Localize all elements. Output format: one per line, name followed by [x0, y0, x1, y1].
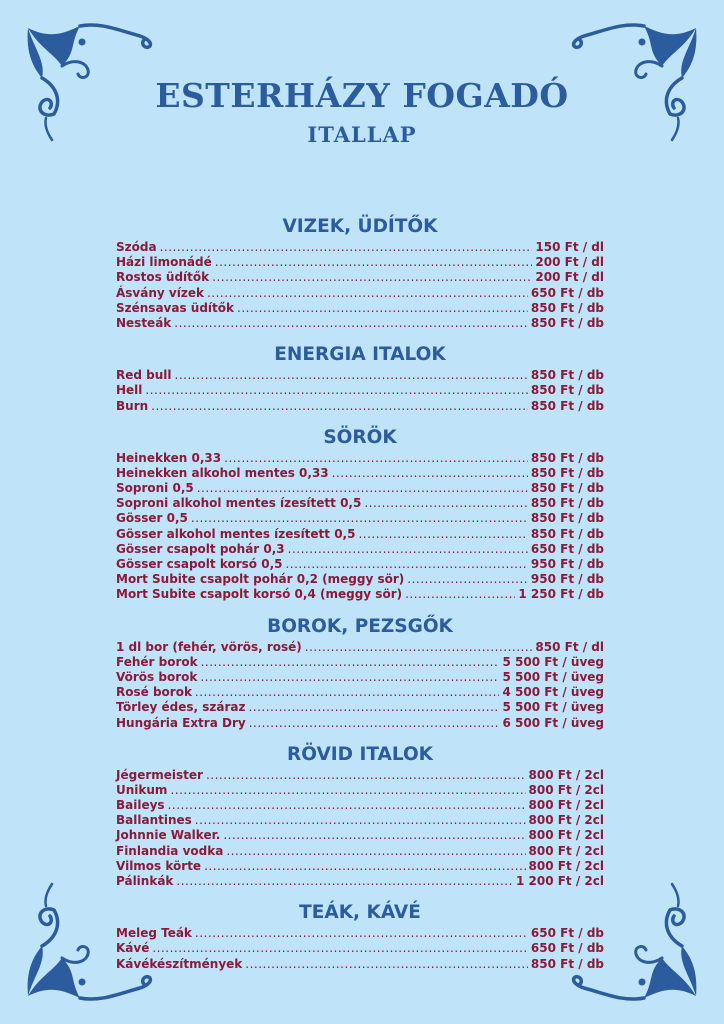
menu-item	[116, 670, 604, 685]
item-name: Fehér borok	[116, 654, 198, 669]
menu-item	[116, 368, 604, 383]
dot-leader	[207, 286, 528, 301]
item-price: 850 Ft / db	[530, 398, 604, 413]
dot-leader	[206, 768, 526, 783]
item-price: 800 Ft / 2cl	[528, 843, 604, 858]
menu-section	[116, 742, 604, 890]
item-name: Johnnie Walker.	[116, 828, 221, 843]
item-name: 1 dl bor (fehér, vörös, rosé)	[116, 639, 302, 654]
item-price: 1 250 Ft / db	[518, 587, 604, 602]
item-price: 850 Ft / db	[530, 315, 604, 330]
item-name: Vörös borok	[116, 669, 198, 684]
item-name: Gösser alkohol mentes ízesített 0,5	[116, 526, 356, 541]
dot-leader	[160, 240, 533, 255]
item-name: Jégermeister	[116, 767, 203, 782]
dot-leader	[245, 957, 528, 972]
item-price: 650 Ft / db	[530, 941, 604, 956]
item-price: 950 Ft / db	[530, 572, 604, 587]
dot-leader	[407, 572, 528, 587]
item-name: Nesteák	[116, 315, 172, 330]
dot-leader	[195, 926, 528, 941]
menu-item	[116, 451, 604, 466]
menu-item	[116, 496, 604, 511]
menu-item	[116, 240, 604, 255]
item-name: Gösser csapolt pohár 0,3	[116, 541, 285, 556]
item-price: 850 Ft / db	[530, 956, 604, 971]
item-price: 1 200 Ft / 2cl	[515, 874, 604, 888]
dot-leader	[151, 399, 528, 414]
item-name: Baileys	[116, 798, 165, 813]
menu-item	[116, 587, 604, 602]
item-name: Kávé	[116, 941, 150, 956]
item-price: 850 Ft / db	[530, 300, 604, 315]
menu-item	[116, 828, 604, 843]
dot-leader	[237, 301, 528, 316]
menu-item	[116, 768, 604, 783]
menu-item	[116, 399, 604, 414]
menu-section	[116, 214, 604, 331]
item-price: 5 500 Ft / üveg	[502, 654, 604, 669]
dot-leader	[248, 700, 499, 715]
dot-leader	[145, 383, 528, 398]
item-price: 800 Ft / 2cl	[528, 828, 604, 843]
item-name: Red bull	[116, 368, 172, 383]
menu-item	[116, 270, 604, 285]
item-name: Mort Subite csapolt korsó 0,4 (meggy sör)	[116, 587, 403, 602]
item-name: Unikum	[116, 782, 168, 797]
item-name: Soproni alkohol mentes ízesített 0,5	[116, 496, 362, 511]
dot-leader	[358, 527, 527, 542]
menu-item	[116, 926, 604, 941]
dot-leader	[168, 798, 526, 813]
item-price: 800 Ft / 2cl	[528, 858, 604, 873]
menu-item	[116, 859, 604, 874]
dot-leader	[170, 783, 525, 798]
dot-leader	[191, 511, 528, 526]
menu-item	[116, 557, 604, 572]
menu-item	[116, 783, 604, 798]
item-price: 5 500 Ft / üveg	[502, 700, 604, 715]
restaurant-title: ESTERHÁZY FOGADÓ	[155, 76, 569, 115]
dot-leader	[175, 368, 528, 383]
item-price: 850 Ft / db	[530, 450, 604, 465]
menu-section	[116, 900, 604, 972]
item-price: 800 Ft / 2cl	[528, 813, 604, 828]
item-name: Hell	[116, 383, 143, 398]
item-price: 650 Ft / db	[530, 926, 604, 941]
item-name: Törley édes, száraz	[116, 700, 246, 715]
menu-item	[116, 957, 604, 972]
item-price: 5 500 Ft / üveg	[502, 669, 604, 684]
item-name: Rosé borok	[116, 685, 192, 700]
dot-leader	[305, 640, 533, 655]
menu-item	[116, 301, 604, 316]
item-price: 6 500 Ft / üveg	[502, 715, 604, 730]
dot-leader	[249, 716, 500, 731]
item-price: 950 Ft / db	[530, 557, 604, 571]
item-name: Hungária Extra Dry	[116, 715, 246, 730]
item-name: Heinekken alkohol mentes 0,33	[116, 465, 329, 480]
dot-leader	[152, 941, 528, 956]
item-name: Finlandia vodka	[116, 843, 224, 858]
dot-leader	[200, 670, 499, 685]
item-price: 850 Ft / db	[530, 526, 604, 541]
dot-leader	[226, 844, 525, 859]
menu-item	[116, 640, 604, 655]
item-price: 800 Ft / 2cl	[528, 767, 604, 782]
dot-leader	[223, 828, 525, 843]
item-name: Ásvány vízek	[116, 285, 204, 300]
item-name: Gösser csapolt korsó 0,5	[116, 557, 283, 571]
menu-item	[116, 844, 604, 859]
item-price: 200 Ft / dl	[535, 270, 604, 285]
dot-leader	[212, 270, 532, 285]
item-price: 850 Ft / db	[530, 496, 604, 511]
menu-item	[116, 316, 604, 331]
dot-leader	[197, 481, 528, 496]
dot-leader	[332, 466, 528, 481]
item-name: Ballantines	[116, 813, 192, 828]
dot-leader	[215, 255, 533, 270]
item-name: Vilmos körte	[116, 858, 202, 873]
drink-menu	[116, 214, 604, 972]
section-title: VIZEK, ÜDÍTŐK	[282, 216, 438, 237]
menu-item	[116, 383, 604, 398]
dot-leader	[364, 496, 528, 511]
section-title: SÖRÖK	[323, 426, 397, 448]
item-price: 850 Ft / db	[530, 383, 604, 398]
menu-item	[116, 874, 604, 889]
menu-item	[116, 542, 604, 557]
menu-item	[116, 466, 604, 481]
menu-item	[116, 572, 604, 587]
item-price: 800 Ft / 2cl	[528, 798, 604, 813]
menu-item	[116, 685, 604, 700]
dot-leader	[174, 316, 528, 331]
menu-item	[116, 941, 604, 956]
item-name: Gösser 0,5	[116, 511, 188, 526]
item-name: Soproni 0,5	[116, 481, 194, 496]
item-name: Pálinkák	[116, 874, 174, 888]
menu-item	[116, 813, 604, 828]
dot-leader	[224, 451, 528, 466]
item-price: 850 Ft / db	[530, 368, 604, 383]
item-name: Szénsavas üdítők	[116, 300, 234, 315]
item-name: Szóda	[116, 240, 157, 254]
item-price: 650 Ft / db	[530, 541, 604, 556]
menu-item	[116, 655, 604, 670]
menu-item	[116, 700, 604, 715]
dot-leader	[285, 557, 527, 572]
item-price: 650 Ft / db	[530, 285, 604, 300]
dot-leader	[195, 813, 526, 828]
menu-section	[116, 425, 604, 603]
item-name: Kávékészítmények	[116, 956, 243, 971]
item-price: 4 500 Ft / üveg	[502, 685, 604, 700]
item-price: 200 Ft / dl	[535, 255, 604, 270]
item-price: 850 Ft / db	[530, 511, 604, 526]
section-title: ENERGIA ITALOK	[274, 344, 446, 366]
menu-item	[116, 511, 604, 526]
item-name: Burn	[116, 398, 149, 413]
dot-leader	[195, 685, 500, 700]
menu-section	[116, 342, 604, 414]
dot-leader	[201, 655, 500, 670]
item-price: 850 Ft / db	[530, 465, 604, 480]
menu-item	[116, 286, 604, 301]
section-title: TEÁK, KÁVÉ	[299, 902, 421, 924]
item-price: 850 Ft / dl	[535, 639, 604, 654]
dot-leader	[204, 859, 525, 874]
menu-subtitle: ITALLAP	[307, 122, 417, 147]
item-price: 800 Ft / 2cl	[528, 782, 604, 797]
item-name: Meleg Teák	[116, 926, 192, 941]
menu-item	[116, 798, 604, 813]
item-name: Mort Subite csapolt pohár 0,2 (meggy sör)	[116, 572, 405, 587]
menu-item	[116, 481, 604, 496]
menu-item	[116, 255, 604, 270]
item-name: Rostos üdítők	[116, 270, 210, 285]
item-price: 850 Ft / db	[530, 481, 604, 496]
menu-item	[116, 716, 604, 731]
section-title: RÖVID ITALOK	[286, 743, 434, 765]
dot-leader	[405, 587, 515, 602]
item-name: Házi limonádé	[116, 255, 212, 270]
section-title: BOROK, PEZSGŐK	[267, 615, 453, 637]
item-price: 150 Ft / dl	[535, 240, 604, 254]
item-name: Heinekken 0,33	[116, 450, 222, 465]
menu-section	[116, 614, 604, 731]
dot-leader	[288, 542, 528, 557]
dot-leader	[176, 874, 513, 889]
menu-item	[116, 527, 604, 542]
